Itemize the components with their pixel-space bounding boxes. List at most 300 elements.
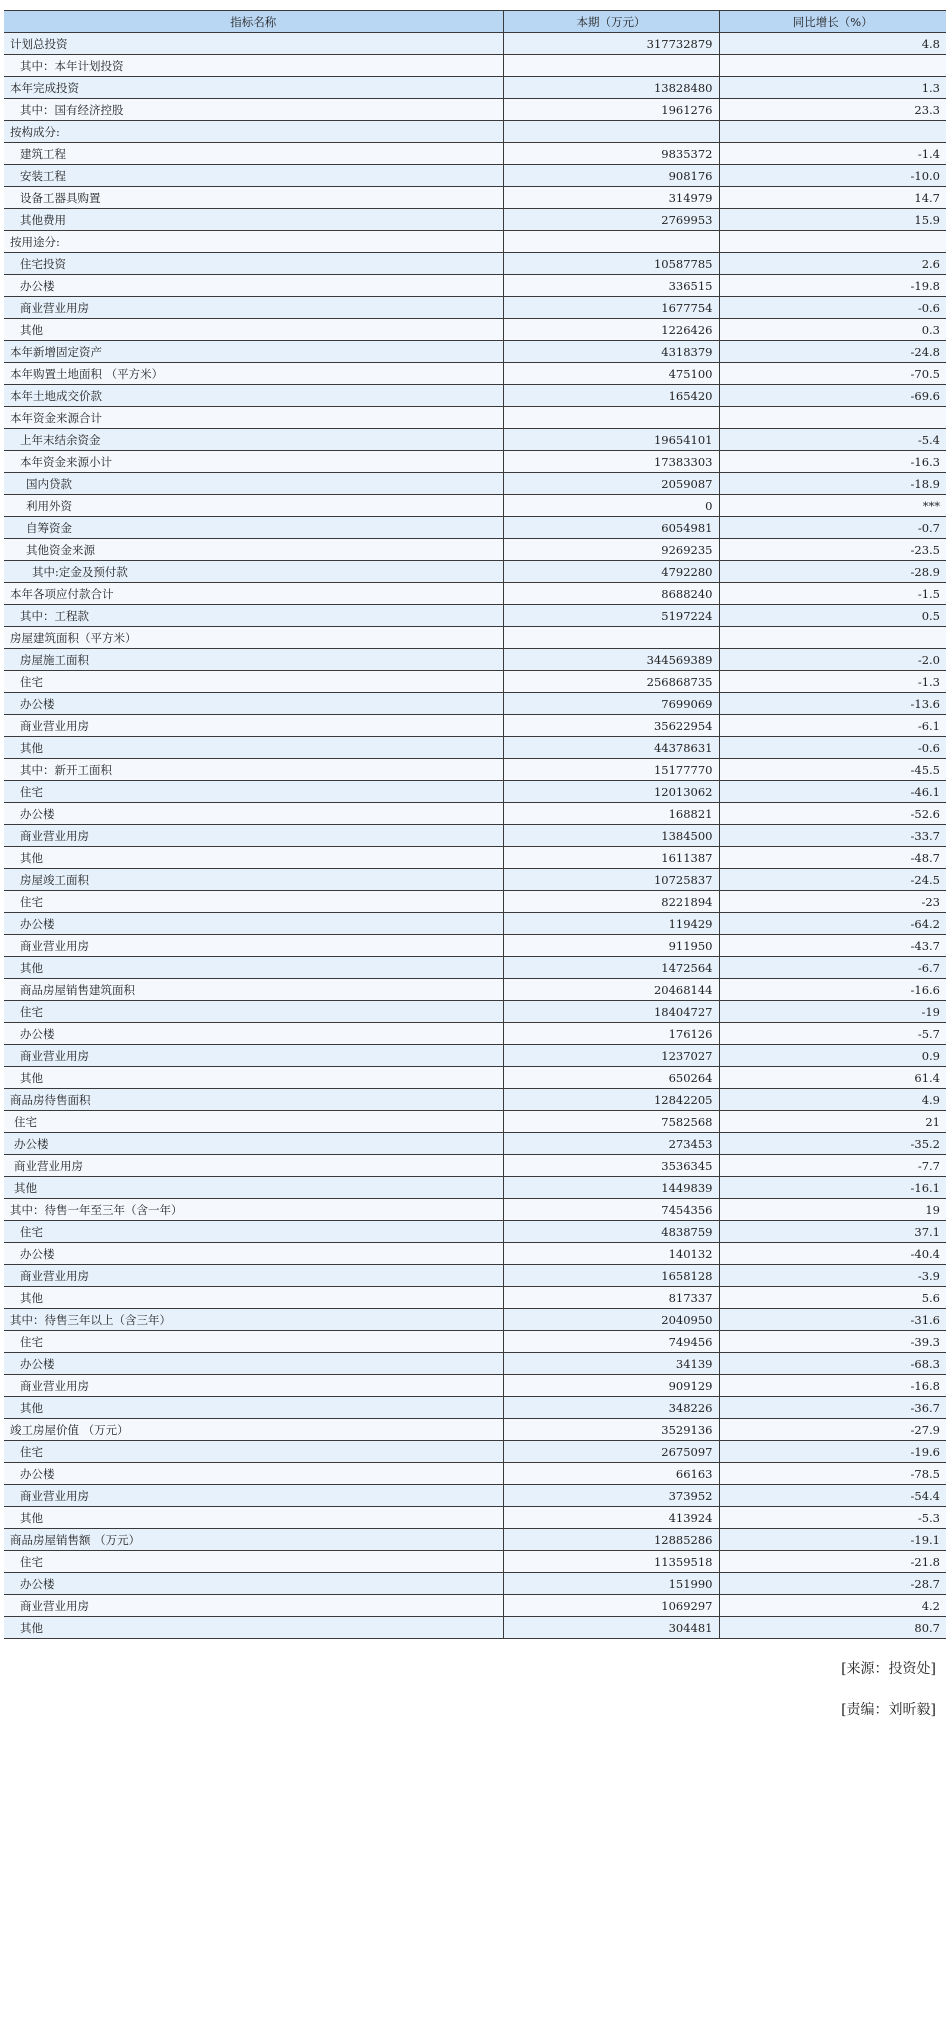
current-value-cell: 911950 bbox=[503, 935, 719, 957]
indicator-name-cell: 利用外资 bbox=[4, 495, 503, 517]
growth-value-cell: -48.7 bbox=[719, 847, 946, 869]
table-row bbox=[4, 1067, 946, 1089]
current-value-cell: 8688240 bbox=[503, 583, 719, 605]
indicator-name-cell: 其他 bbox=[4, 319, 503, 341]
growth-value-cell: -1.5 bbox=[719, 583, 946, 605]
current-value-cell: 2769953 bbox=[503, 209, 719, 231]
growth-value-cell: -16.6 bbox=[719, 979, 946, 1001]
current-value-cell: 44378631 bbox=[503, 737, 719, 759]
current-value-cell: 373952 bbox=[503, 1485, 719, 1507]
current-value-cell: 66163 bbox=[503, 1463, 719, 1485]
indicator-name-cell: 其中：工程款 bbox=[4, 605, 503, 627]
current-value-cell: 12842205 bbox=[503, 1089, 719, 1111]
indicator-name-cell: 其他 bbox=[4, 847, 503, 869]
table-row bbox=[4, 1155, 946, 1177]
indicator-name-cell: 其中:定金及预付款 bbox=[4, 561, 503, 583]
indicator-name-cell: 房屋竣工面积 bbox=[4, 869, 503, 891]
source-note: [来源：投资处] bbox=[841, 1661, 936, 1677]
indicator-name-cell: 办公楼 bbox=[4, 803, 503, 825]
indicator-name-cell: 安装工程 bbox=[4, 165, 503, 187]
growth-value-cell: -0.6 bbox=[719, 737, 946, 759]
indicator-name-cell: 办公楼 bbox=[4, 1463, 503, 1485]
current-value-cell: 650264 bbox=[503, 1067, 719, 1089]
table-row bbox=[4, 1463, 946, 1485]
growth-value-cell: 21 bbox=[719, 1111, 946, 1133]
growth-value-cell: 0.9 bbox=[719, 1045, 946, 1067]
table-row bbox=[4, 1573, 946, 1595]
growth-value-cell: -18.9 bbox=[719, 473, 946, 495]
growth-value-cell: -13.6 bbox=[719, 693, 946, 715]
table-row bbox=[4, 1397, 946, 1419]
indicator-name-cell: 商业营业用房 bbox=[4, 825, 503, 847]
growth-value-cell: -46.1 bbox=[719, 781, 946, 803]
table-row bbox=[4, 407, 946, 429]
current-value-cell: 20468144 bbox=[503, 979, 719, 1001]
table-row bbox=[4, 671, 946, 693]
growth-value-cell: -78.5 bbox=[719, 1463, 946, 1485]
current-value-cell: 4792280 bbox=[503, 561, 719, 583]
table-row bbox=[4, 121, 946, 143]
indicator-name-cell: 其他 bbox=[4, 1177, 503, 1199]
indicator-name-cell: 商品房待售面积 bbox=[4, 1089, 503, 1111]
growth-value-cell: -5.3 bbox=[719, 1507, 946, 1529]
indicator-name-cell: 其中：待售三年以上（含三年） bbox=[4, 1309, 503, 1331]
current-value-cell: 176126 bbox=[503, 1023, 719, 1045]
current-value-cell: 12013062 bbox=[503, 781, 719, 803]
growth-value-cell: -0.6 bbox=[719, 297, 946, 319]
growth-value-cell: -6.7 bbox=[719, 957, 946, 979]
table-row bbox=[4, 231, 946, 253]
table-row bbox=[4, 517, 946, 539]
current-value-cell: 749456 bbox=[503, 1331, 719, 1353]
table-row bbox=[4, 165, 946, 187]
indicator-name-cell: 住宅 bbox=[4, 671, 503, 693]
indicator-name-cell: 建筑工程 bbox=[4, 143, 503, 165]
indicator-name-cell: 按用途分: bbox=[4, 231, 503, 253]
table-row bbox=[4, 935, 946, 957]
editor-note: [责编：刘昕毅] bbox=[841, 1702, 936, 1718]
table-row bbox=[4, 1595, 946, 1617]
growth-value-cell bbox=[719, 407, 946, 429]
indicator-name-cell: 办公楼 bbox=[4, 1133, 503, 1155]
table-row bbox=[4, 803, 946, 825]
current-value-cell: 165420 bbox=[503, 385, 719, 407]
current-value-cell bbox=[503, 231, 719, 253]
current-value-cell: 413924 bbox=[503, 1507, 719, 1529]
current-value-cell: 909129 bbox=[503, 1375, 719, 1397]
current-value-cell: 1961276 bbox=[503, 99, 719, 121]
growth-value-cell: 19 bbox=[719, 1199, 946, 1221]
table-row bbox=[4, 781, 946, 803]
indicator-name-cell: 竣工房屋价值 （万元） bbox=[4, 1419, 503, 1441]
table-row bbox=[4, 451, 946, 473]
growth-value-cell: 14.7 bbox=[719, 187, 946, 209]
growth-value-cell: -16.1 bbox=[719, 1177, 946, 1199]
indicator-name-cell: 设备工器具购置 bbox=[4, 187, 503, 209]
current-value-cell: 908176 bbox=[503, 165, 719, 187]
indicator-name-cell: 商业营业用房 bbox=[4, 297, 503, 319]
table-row bbox=[4, 363, 946, 385]
table-row bbox=[4, 1001, 946, 1023]
growth-value-cell: 4.8 bbox=[719, 33, 946, 55]
indicator-name-cell: 其他 bbox=[4, 737, 503, 759]
header-current-period: 本期（万元） bbox=[503, 11, 719, 33]
growth-value-cell: -54.4 bbox=[719, 1485, 946, 1507]
indicator-name-cell: 商业营业用房 bbox=[4, 1485, 503, 1507]
current-value-cell: 11359518 bbox=[503, 1551, 719, 1573]
table-row bbox=[4, 891, 946, 913]
table-row bbox=[4, 1529, 946, 1551]
growth-value-cell: -39.3 bbox=[719, 1331, 946, 1353]
growth-value-cell: 4.9 bbox=[719, 1089, 946, 1111]
current-value-cell: 1226426 bbox=[503, 319, 719, 341]
table-row bbox=[4, 759, 946, 781]
current-value-cell: 7454356 bbox=[503, 1199, 719, 1221]
current-value-cell: 34139 bbox=[503, 1353, 719, 1375]
current-value-cell: 348226 bbox=[503, 1397, 719, 1419]
indicator-name-cell: 住宅 bbox=[4, 1001, 503, 1023]
table-row bbox=[4, 649, 946, 671]
current-value-cell: 35622954 bbox=[503, 715, 719, 737]
current-value-cell: 3536345 bbox=[503, 1155, 719, 1177]
table-row bbox=[4, 847, 946, 869]
growth-value-cell: -19.6 bbox=[719, 1441, 946, 1463]
table-row bbox=[4, 495, 946, 517]
table-row bbox=[4, 1089, 946, 1111]
growth-value-cell: -7.7 bbox=[719, 1155, 946, 1177]
table-row bbox=[4, 869, 946, 891]
indicator-name-cell: 商业营业用房 bbox=[4, 935, 503, 957]
table-row bbox=[4, 209, 946, 231]
indicator-name-cell: 其中：新开工面积 bbox=[4, 759, 503, 781]
current-value-cell: 10725837 bbox=[503, 869, 719, 891]
growth-value-cell: -31.6 bbox=[719, 1309, 946, 1331]
growth-value-cell: -16.3 bbox=[719, 451, 946, 473]
table-row bbox=[4, 605, 946, 627]
current-value-cell: 8221894 bbox=[503, 891, 719, 913]
table-row bbox=[4, 1133, 946, 1155]
indicator-name-cell: 办公楼 bbox=[4, 1243, 503, 1265]
indicator-name-cell: 商业营业用房 bbox=[4, 1155, 503, 1177]
indicator-name-cell: 商业营业用房 bbox=[4, 1375, 503, 1397]
current-value-cell: 15177770 bbox=[503, 759, 719, 781]
current-value-cell: 475100 bbox=[503, 363, 719, 385]
indicator-name-cell: 办公楼 bbox=[4, 693, 503, 715]
table-row bbox=[4, 561, 946, 583]
growth-value-cell: -1.4 bbox=[719, 143, 946, 165]
table-row bbox=[4, 825, 946, 847]
indicator-name-cell: 本年各项应付款合计 bbox=[4, 583, 503, 605]
current-value-cell: 4318379 bbox=[503, 341, 719, 363]
indicator-name-cell: 本年新增固定资产 bbox=[4, 341, 503, 363]
growth-value-cell: 0.3 bbox=[719, 319, 946, 341]
indicator-name-cell: 办公楼 bbox=[4, 1023, 503, 1045]
growth-value-cell: 5.6 bbox=[719, 1287, 946, 1309]
growth-value-cell: -10.0 bbox=[719, 165, 946, 187]
indicator-name-cell: 住宅 bbox=[4, 891, 503, 913]
table-row bbox=[4, 297, 946, 319]
current-value-cell: 1384500 bbox=[503, 825, 719, 847]
indicator-name-cell: 本年购置土地面积 （平方米） bbox=[4, 363, 503, 385]
growth-value-cell: -19.1 bbox=[719, 1529, 946, 1551]
current-value-cell: 304481 bbox=[503, 1617, 719, 1639]
growth-value-cell: 1.3 bbox=[719, 77, 946, 99]
table-row bbox=[4, 253, 946, 275]
current-value-cell: 317732879 bbox=[503, 33, 719, 55]
table-row bbox=[4, 1023, 946, 1045]
indicator-name-cell: 国内贷款 bbox=[4, 473, 503, 495]
indicator-name-cell: 住宅 bbox=[4, 1111, 503, 1133]
indicator-name-cell: 计划总投资 bbox=[4, 33, 503, 55]
stats-table-container bbox=[4, 10, 946, 1639]
current-value-cell: 119429 bbox=[503, 913, 719, 935]
current-value-cell: 5197224 bbox=[503, 605, 719, 627]
growth-value-cell: -35.2 bbox=[719, 1133, 946, 1155]
table-row bbox=[4, 319, 946, 341]
growth-value-cell: -21.8 bbox=[719, 1551, 946, 1573]
growth-value-cell: -69.6 bbox=[719, 385, 946, 407]
growth-value-cell: -23 bbox=[719, 891, 946, 913]
growth-value-cell: -5.4 bbox=[719, 429, 946, 451]
indicator-name-cell: 办公楼 bbox=[4, 913, 503, 935]
growth-value-cell: -5.7 bbox=[719, 1023, 946, 1045]
table-row bbox=[4, 1177, 946, 1199]
indicator-name-cell: 商业营业用房 bbox=[4, 1265, 503, 1287]
current-value-cell: 1677754 bbox=[503, 297, 719, 319]
growth-value-cell: -19 bbox=[719, 1001, 946, 1023]
table-row bbox=[4, 429, 946, 451]
indicator-name-cell: 按构成分: bbox=[4, 121, 503, 143]
current-value-cell bbox=[503, 407, 719, 429]
table-row bbox=[4, 1551, 946, 1573]
current-value-cell: 336515 bbox=[503, 275, 719, 297]
growth-value-cell: -0.7 bbox=[719, 517, 946, 539]
current-value-cell: 17383303 bbox=[503, 451, 719, 473]
growth-value-cell: 80.7 bbox=[719, 1617, 946, 1639]
indicator-name-cell: 商业营业用房 bbox=[4, 1595, 503, 1617]
table-row bbox=[4, 627, 946, 649]
current-value-cell: 9269235 bbox=[503, 539, 719, 561]
indicator-name-cell: 上年末结余资金 bbox=[4, 429, 503, 451]
indicator-name-cell: 房屋施工面积 bbox=[4, 649, 503, 671]
growth-value-cell: -1.3 bbox=[719, 671, 946, 693]
indicator-name-cell: 本年完成投资 bbox=[4, 77, 503, 99]
growth-value-cell: -70.5 bbox=[719, 363, 946, 385]
current-value-cell: 2040950 bbox=[503, 1309, 719, 1331]
growth-value-cell: -2.0 bbox=[719, 649, 946, 671]
growth-value-cell: -24.5 bbox=[719, 869, 946, 891]
growth-value-cell: 37.1 bbox=[719, 1221, 946, 1243]
indicator-name-cell: 住宅 bbox=[4, 1551, 503, 1573]
growth-value-cell: -23.5 bbox=[719, 539, 946, 561]
table-row bbox=[4, 1265, 946, 1287]
table-row bbox=[4, 979, 946, 1001]
current-value-cell: 1472564 bbox=[503, 957, 719, 979]
table-row bbox=[4, 77, 946, 99]
table-row bbox=[4, 33, 946, 55]
indicator-name-cell: 其他 bbox=[4, 1397, 503, 1419]
current-value-cell: 4838759 bbox=[503, 1221, 719, 1243]
table-row bbox=[4, 473, 946, 495]
table-row bbox=[4, 1287, 946, 1309]
current-value-cell bbox=[503, 55, 719, 77]
table-row bbox=[4, 1353, 946, 1375]
table-row bbox=[4, 1221, 946, 1243]
table-row bbox=[4, 957, 946, 979]
growth-value-cell: -40.4 bbox=[719, 1243, 946, 1265]
growth-value-cell bbox=[719, 627, 946, 649]
growth-value-cell: -64.2 bbox=[719, 913, 946, 935]
growth-value-cell: *** bbox=[719, 495, 946, 517]
table-row bbox=[4, 1617, 946, 1639]
indicator-name-cell: 本年资金来源合计 bbox=[4, 407, 503, 429]
growth-value-cell: 4.2 bbox=[719, 1595, 946, 1617]
growth-value-cell: -6.1 bbox=[719, 715, 946, 737]
growth-value-cell: 23.3 bbox=[719, 99, 946, 121]
indicator-name-cell: 办公楼 bbox=[4, 1573, 503, 1595]
growth-value-cell: -28.7 bbox=[719, 1573, 946, 1595]
growth-value-cell: -3.9 bbox=[719, 1265, 946, 1287]
current-value-cell: 1449839 bbox=[503, 1177, 719, 1199]
indicator-name-cell: 其他 bbox=[4, 1287, 503, 1309]
current-value-cell: 19654101 bbox=[503, 429, 719, 451]
current-value-cell: 2059087 bbox=[503, 473, 719, 495]
indicator-name-cell: 其他资金来源 bbox=[4, 539, 503, 561]
growth-value-cell: 61.4 bbox=[719, 1067, 946, 1089]
current-value-cell: 168821 bbox=[503, 803, 719, 825]
table-row bbox=[4, 187, 946, 209]
current-value-cell: 1611387 bbox=[503, 847, 719, 869]
growth-value-cell: 0.5 bbox=[719, 605, 946, 627]
growth-value-cell: -45.5 bbox=[719, 759, 946, 781]
indicator-name-cell: 其他 bbox=[4, 1617, 503, 1639]
current-value-cell bbox=[503, 121, 719, 143]
table-row bbox=[4, 1507, 946, 1529]
table-row bbox=[4, 1419, 946, 1441]
table-row bbox=[4, 1441, 946, 1463]
current-value-cell: 6054981 bbox=[503, 517, 719, 539]
table-row bbox=[4, 715, 946, 737]
growth-value-cell: -36.7 bbox=[719, 1397, 946, 1419]
growth-value-cell: -16.8 bbox=[719, 1375, 946, 1397]
growth-value-cell: -33.7 bbox=[719, 825, 946, 847]
table-row bbox=[4, 99, 946, 121]
indicator-name-cell: 商业营业用房 bbox=[4, 1045, 503, 1067]
table-row bbox=[4, 1243, 946, 1265]
growth-value-cell: -52.6 bbox=[719, 803, 946, 825]
table-row bbox=[4, 1199, 946, 1221]
current-value-cell: 1658128 bbox=[503, 1265, 719, 1287]
current-value-cell: 140132 bbox=[503, 1243, 719, 1265]
indicator-name-cell: 住宅 bbox=[4, 781, 503, 803]
growth-value-cell: -68.3 bbox=[719, 1353, 946, 1375]
indicator-name-cell: 其他费用 bbox=[4, 209, 503, 231]
indicator-name-cell: 商业营业用房 bbox=[4, 715, 503, 737]
table-row bbox=[4, 737, 946, 759]
indicator-name-cell: 自筹资金 bbox=[4, 517, 503, 539]
table-row bbox=[4, 1111, 946, 1133]
current-value-cell: 0 bbox=[503, 495, 719, 517]
indicator-name-cell: 办公楼 bbox=[4, 1353, 503, 1375]
indicator-name-cell: 住宅 bbox=[4, 1221, 503, 1243]
table-header-row bbox=[4, 11, 946, 33]
current-value-cell: 344569389 bbox=[503, 649, 719, 671]
growth-value-cell: 2.6 bbox=[719, 253, 946, 275]
indicator-name-cell: 其他 bbox=[4, 957, 503, 979]
investment-stats-table bbox=[4, 10, 946, 1639]
current-value-cell bbox=[503, 627, 719, 649]
indicator-name-cell: 本年资金来源小计 bbox=[4, 451, 503, 473]
current-value-cell: 314979 bbox=[503, 187, 719, 209]
current-value-cell: 2675097 bbox=[503, 1441, 719, 1463]
table-row bbox=[4, 143, 946, 165]
current-value-cell: 817337 bbox=[503, 1287, 719, 1309]
table-body bbox=[4, 33, 946, 1639]
indicator-name-cell: 住宅投资 bbox=[4, 253, 503, 275]
table-row bbox=[4, 583, 946, 605]
table-row bbox=[4, 341, 946, 363]
current-value-cell: 9835372 bbox=[503, 143, 719, 165]
current-value-cell: 18404727 bbox=[503, 1001, 719, 1023]
growth-value-cell: -27.9 bbox=[719, 1419, 946, 1441]
header-indicator-name: 指标名称 bbox=[4, 11, 503, 33]
table-row bbox=[4, 913, 946, 935]
table-row bbox=[4, 55, 946, 77]
table-row bbox=[4, 275, 946, 297]
indicator-name-cell: 住宅 bbox=[4, 1441, 503, 1463]
growth-value-cell: -43.7 bbox=[719, 935, 946, 957]
indicator-name-cell: 商品房屋销售额 （万元） bbox=[4, 1529, 503, 1551]
table-row bbox=[4, 385, 946, 407]
table-row bbox=[4, 1045, 946, 1067]
current-value-cell: 151990 bbox=[503, 1573, 719, 1595]
current-value-cell: 10587785 bbox=[503, 253, 719, 275]
table-row bbox=[4, 1331, 946, 1353]
indicator-name-cell: 房屋建筑面积（平方米） bbox=[4, 627, 503, 649]
current-value-cell: 13828480 bbox=[503, 77, 719, 99]
current-value-cell: 1237027 bbox=[503, 1045, 719, 1067]
growth-value-cell: 15.9 bbox=[719, 209, 946, 231]
table-row bbox=[4, 1309, 946, 1331]
current-value-cell: 7699069 bbox=[503, 693, 719, 715]
indicator-name-cell: 商品房屋销售建筑面积 bbox=[4, 979, 503, 1001]
table-row bbox=[4, 693, 946, 715]
current-value-cell: 256868735 bbox=[503, 671, 719, 693]
indicator-name-cell: 其中：待售一年至三年（含一年） bbox=[4, 1199, 503, 1221]
growth-value-cell: -24.8 bbox=[719, 341, 946, 363]
table-row bbox=[4, 539, 946, 561]
header-yoy-growth: 同比增长（%） bbox=[719, 11, 946, 33]
current-value-cell: 1069297 bbox=[503, 1595, 719, 1617]
table-row bbox=[4, 1375, 946, 1397]
current-value-cell: 12885286 bbox=[503, 1529, 719, 1551]
growth-value-cell: -19.8 bbox=[719, 275, 946, 297]
current-value-cell: 7582568 bbox=[503, 1111, 719, 1133]
current-value-cell: 273453 bbox=[503, 1133, 719, 1155]
growth-value-cell: -28.9 bbox=[719, 561, 946, 583]
indicator-name-cell: 其中：本年计划投资 bbox=[4, 55, 503, 77]
indicator-name-cell: 其他 bbox=[4, 1507, 503, 1529]
current-value-cell: 3529136 bbox=[503, 1419, 719, 1441]
indicator-name-cell: 住宅 bbox=[4, 1331, 503, 1353]
table-row bbox=[4, 1485, 946, 1507]
growth-value-cell bbox=[719, 55, 946, 77]
indicator-name-cell: 其中：国有经济控股 bbox=[4, 99, 503, 121]
indicator-name-cell: 办公楼 bbox=[4, 275, 503, 297]
growth-value-cell bbox=[719, 121, 946, 143]
indicator-name-cell: 其他 bbox=[4, 1067, 503, 1089]
indicator-name-cell: 本年土地成交价款 bbox=[4, 385, 503, 407]
